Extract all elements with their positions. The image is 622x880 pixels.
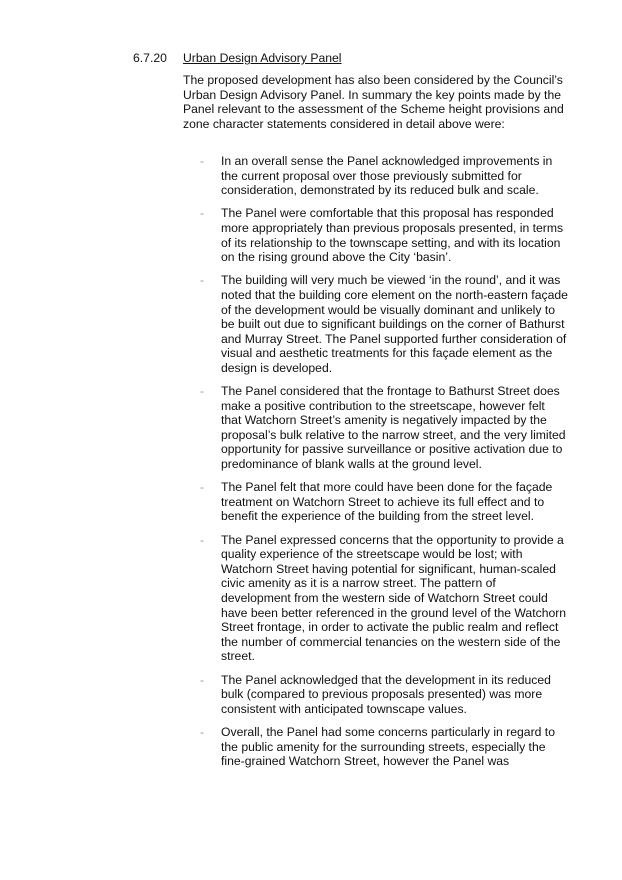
dash-bullet-icon: - [200,273,205,288]
bullet-text: In an overall sense the Panel acknowledged improvements in the current proposal over those previously submitted for consideration, demonstrated by its reduced bulk and scale. [221,154,553,198]
section-heading [133,51,342,66]
dash-bullet-icon: - [200,724,205,739]
bullet-text: The Panel considered that the frontage to Bathurst Street does make a positive contribution to the streetscape, however felt that Watchorn Street’s amenity is negatively impacted by the proposal’s bulk relative to the narrow street, and the very limited opportunity for passive surveillance or positive activation due to predominance of blank walls at the ground level. [221,384,566,472]
dash-bullet-icon: - [200,384,205,399]
list-item [200,480,568,524]
list-item [200,673,568,717]
list-item [200,725,568,769]
section-number: 6.7.20 [133,51,167,65]
bullet-text: The Panel felt that more could have been done for the façade treatment on Watchorn Street to achieve its full effect and to benefit the experience of the building from the street level. [221,480,553,524]
bullet-text: The Panel were comfortable that this proposal has responded more appropriately than previous proposals presented, in terms of its relationship to the townscape setting, and with its location on the rising ground above the City ‘basin’. [221,206,564,265]
bullet-text: The Panel expressed concerns that the opportunity to provide a quality experience of the streetscape would be lost; with Watchorn Street having potential for significant, human-scaled civic amenity as it is a narrow street. The pattern of development from the western side of Watchorn Street could have been better referenced in the ground level of the Watchorn Street frontage, in order to activate the public realm and reflect the number of commercial tenancies on the western side of the street. [221,532,567,664]
bullet-list [200,154,568,777]
list-item [200,206,568,264]
intro-paragraph: The proposed development has also been considered by the Council’s Urban Design Advisory Panel. In summary the key points made by the Panel relevant to the assessment of the Scheme height provisions and zone character statements considered in detail above were: [183,73,564,131]
list-item [200,533,568,664]
list-item [200,384,568,472]
bullet-text: The Panel acknowledged that the development in its reduced bulk (compared to previous proposals presented) was more consistent with anticipated townscape values. [221,672,551,716]
section-title: Urban Design Advisory Panel [183,51,342,65]
dash-bullet-icon: - [200,154,205,168]
list-item [200,273,568,375]
dash-bullet-icon: - [200,672,205,687]
bullet-text: Overall, the Panel had some concerns particularly in regard to the public amenity for the surrounding streets, especially the fine-grained Watchorn Street, however the Panel was [221,724,555,769]
dash-bullet-icon: - [200,206,205,221]
dash-bullet-icon: - [200,532,205,547]
dash-bullet-icon: - [200,480,205,495]
list-item [200,154,568,198]
bullet-text: The building will very much be viewed ‘in the round’, and it was noted that the building core element on the north-eastern façade of the development would be visually dominant and unlikely to be built out due to significant buildings on the corner of Bathurst and Murray Street. The Panel supported further consideration of visual and aesthetic treatments for this façade element as the design is developed. [221,273,568,375]
